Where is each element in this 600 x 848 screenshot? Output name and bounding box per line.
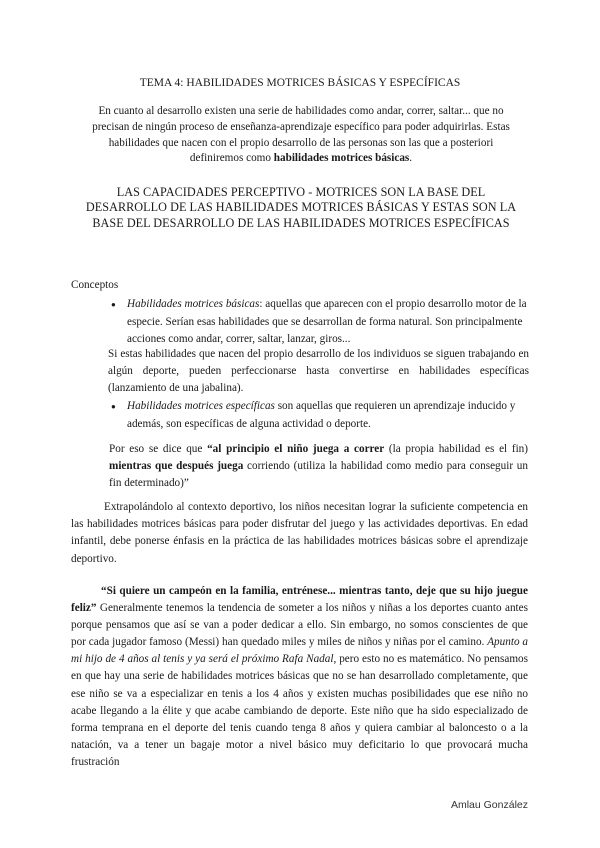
intro-paragraph	[86, 104, 516, 167]
quote-bold-1: “al principio el niño juega a correr	[207, 443, 385, 455]
bullet-specific-text: son aquellas que requieren un aprendizaje inducido y además, son específicas de alguna actividad o deporte.	[127, 400, 516, 430]
champion-italic: Apunto a mi hijo de 4 años al tenis y ya será el próximo Rafa Nadal	[71, 636, 528, 666]
page-title: TEMA 4: HABILIDADES MOTRICES BÁSICAS Y ESPECÍFICAS	[139, 77, 461, 89]
bullet-dot-icon: ●	[111, 402, 116, 411]
concepts-heading: Conceptos	[71, 279, 119, 291]
bullet-basic-skills	[111, 296, 527, 349]
quote-paragraph	[109, 441, 528, 492]
capacities-statement: LAS CAPACIDADES PERCEPTIVO - MOTRICES SON LA BASE DEL DESARROLLO DE LAS HABILIDADES MOTRICES BÁSICAS Y ESTAS SON LA BASE DEL DESARROLLO DE LAS HABILIDADES MOTRICES ESPECÍFICAS	[85, 185, 517, 230]
quote-bold-2: mientras que después juega	[109, 460, 244, 472]
champion-text-2: , pero esto no es matemático. No pensamos en que hay una serie de habilidades motrices básicas que no se han desarrollado completamente, que ese niño se va a especializar en tenis a los 4 años y existen muchas posibilidades que ese niño no acabe llegando a la élite y que acabe cambiando de deporte. Este niño que ha sido especializado de forma temprana en el deporte del tenis cuando tenga 8 años y quiera cambiar al baloncesto o a la natación, va a tener un bagaje motor a nivel básico muy deficitario lo que provocará mucha frustración	[71, 653, 528, 768]
intro-end: .	[409, 152, 413, 165]
intro-text: En cuanto al desarrollo existen una serie de habilidades como andar, correr, saltar... que no precisan de ningún proceso de enseñanza-aprendizaje específico para poder adquirirlas. Estas habilidades que nacen con el propio desarrollo de las personas son las que a posteriori definiremos como	[92, 105, 510, 165]
quote-pre: Por eso se dice que	[109, 443, 208, 455]
champion-paragraph	[71, 583, 528, 771]
quote-post: corriendo (utiliza la habilidad como medio para conseguir un fin determinado)”	[109, 460, 528, 489]
bullet-basic-term: Habilidades motrices básicas	[127, 298, 260, 310]
bullet-specific-term: Habilidades motrices específicas	[127, 400, 275, 412]
bullet-basic-text: : aquellas que aparecen con el propio desarrollo motor de la especie. Serían esas habilidades que se desarrollan de forma natural. Son principalmente acciones como andar, correr, saltar, lanzar, giros...	[127, 298, 527, 345]
author-footer: Amlau González	[450, 799, 528, 811]
champion-text-1: Generalmente tenemos la tendencia de someter a los niños y niñas a los deportes cuanto antes porque pensamos que así se van a poder dedicar a ello. Sin embargo, no somos conscientes de que por cada jugador famoso (Messi) han quedado miles y miles de niños y niñas por el camino.	[71, 602, 528, 649]
champion-quote: “Si quiere un campeón en la familia, entrénese... mientras tanto, deje que su hijo juegue feliz”	[71, 585, 528, 615]
bullet-dot-icon: ●	[111, 300, 116, 309]
concepts-paragraph: Si estas habilidades que nacen del propio desarrollo de los individuos se siguen trabajando en algún deporte, pueden perfeccionarse hasta convertirse en habilidades específicas (lanzamiento de una jabalina).	[108, 348, 529, 395]
extrapolating-paragraph: Extrapolándolo al contexto deportivo, los niños necesitan lograr la suficiente competencia en las habilidades motrices básicas para poder disfrutar del juego y las actividades deportivas. En edad infantil, debe ponerse énfasis en la práctica de las habilidades motrices básicas sobre el aprendizaje deportivo.	[71, 501, 528, 565]
intro-bold-term: habilidades motrices básicas	[273, 152, 410, 165]
quote-mid: (la propia habilidad es el fin)	[384, 443, 528, 455]
bullet-specific-skills	[111, 398, 527, 433]
